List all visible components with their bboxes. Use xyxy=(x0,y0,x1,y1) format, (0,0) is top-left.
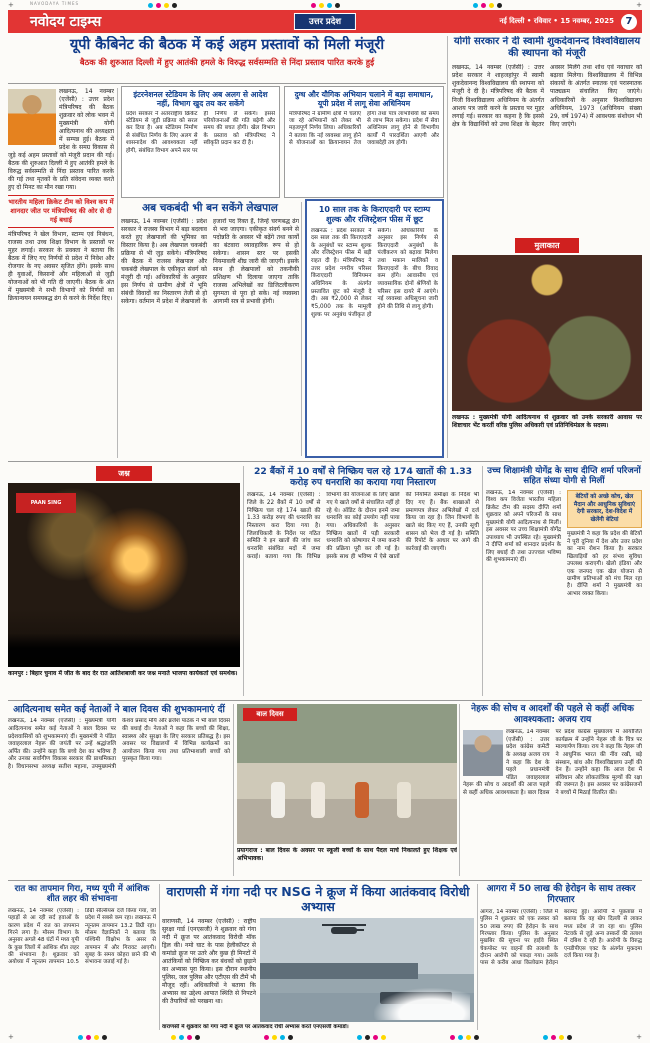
mulakat-caption: लखनऊ : मुख्यमंत्री योगी आदित्यनाथ से शुक्रवार को उनके सरकारी आवास पर शिष्टाचार भेंट करतीं वरिष्ठ पुलिस अधिकारी एवं प्रतिनिधिमंडल के सदस्य। xyxy=(452,414,642,429)
mulakat-photo-box xyxy=(452,238,642,442)
mulakat-photo xyxy=(452,255,642,411)
cmyk-dots xyxy=(357,1035,386,1040)
temperature-headline: रात का तापमान गिरा, मध्य यूपी में आंशिक शीत लहर की संभावना xyxy=(14,884,150,905)
children-day-photo xyxy=(237,704,457,844)
article-stadium xyxy=(121,86,280,198)
registration-marks-bottom xyxy=(0,1034,650,1041)
column-rule xyxy=(447,36,448,458)
article-banks xyxy=(247,466,479,688)
article-lekhpal xyxy=(121,202,299,456)
lead-body-text-2: मंत्रिपरिषद ने खेल विभाग, स्टाम्प एवं निबंधन, राजस्व तथा उच्च शिक्षा विभाग के प्रस्तावों पर मुहर लगाई। सरकार के प्रवक्ता ने बताया कि बैठक में लिए गए निर्णयों से प्रदेश में निवेश और रोजगार के नए अवसर सृजित होंगे। इसके साथ ही युवाओं, किसानों और महिलाओं से जुड़ी योजनाओं को भी गति दी जाएगी। बैठक के अंत में मुख्यमंत्री ने सभी विभागों को निर्णयों का क्रियान्वयन समयबद्ध ढंग से करने के निर्देश दिए। xyxy=(8,231,114,303)
stadium-body: प्रदेश सरकार ने अंतरराष्ट्रीय क्रिकेट स्टेडियम से जुड़ी प्रक्रिया को सरल कर दिया है। अब स्टेडियम निर्माण से संबंधित निर्णय के लिए अलग से शासनादेश की आवश्यकता नहीं होगी, संबंधित विभाग अपने स्तर पर ही निर्णय ले सकेंगे। इससे परियोजनाओं की गति बढ़ेगी और समय की बचत होगी। खेल विभाग के प्रस्ताव को मंत्रिपरिषद ने स्वीकृति प्रदान कर दी है। xyxy=(126,110,275,154)
lekhpal-headline: अब चकबंदी भी बन सकेंगे लेखपाल xyxy=(142,202,278,214)
wishes-headline: आदित्यनाथ समेत कई नेताओं ने बाल दिवस की शुभकामनाएं दीं xyxy=(13,704,225,715)
stamp-body: लखनऊ : प्रदेश सरकार ने दस साल तक की किराएदारी के अनुबंधों पर स्टाम्प शुल्क और रजिस्ट्रेशन फीस में बड़ी राहत दी है। मंत्रिपरिषद ने उत्तर प्रदेश नगरीय परिसर किराएदारी विनियमन अधिनियम के अंतर्गत प्रस्तावित छूट को मंजूरी दे दी। अब ₹2,000 से लेकर ₹5,000 तक के मामूली शुल्क पर अनुबंध पंजीकृत हो सकेंगे। अधिकारियों के अनुसार इस निर्णय से किराएदारी अनुबंधों के पंजीकरण को बढ़ावा मिलेगा तथा मकान मालिकों व किराएदारों के बीच विवाद कम होंगे। आवासीय एवं व्यावसायिक दोनों श्रेणियों के परिसर इस दायरे में आएंगे। नई व्यवस्था अधिसूचना जारी होने की तिथि से लागू होगी। xyxy=(311,227,438,318)
agra-headline: आगरा में 50 लाख की हेरोइन के साथ तस्कर गिरफ्तार xyxy=(486,884,636,905)
doon-headline: दुग्ध और यौगिक अभियान चलाने में बड़ा समाधान, यूपी प्रदेश में लागू सेवा अधिनियम xyxy=(294,90,434,109)
cmyk-dots xyxy=(148,3,177,8)
agra-body: आगरा, 14 नवम्बर (एजेंसी) : जिले में पुलिस ने शुक्रवार को एक तस्कर को 50 लाख रुपए की हेरोइन के साथ गिरफ्तार किया। पुलिस के अनुसार मुखबिर की सूचना पर हाईवे स्थित चेकपोस्ट पर वाहनों की तलाशी के दौरान आरोपी को पकड़ा गया। उसके पास से करीब आधा किलोग्राम हेरोइन बरामद हुई। आरोपी ने पूछताछ में बताया कि वह खेप दिल्ली से लाकर मध्य प्रदेश ले जा रहा था। पुलिस नेटवर्क से जुड़े अन्य तस्करों की तलाश में दबिश दे रही है। आरोपी के विरुद्ध एनडीपीएस एक्ट के अंतर्गत मुकदमा दर्ज किया गया है। xyxy=(480,908,642,967)
column-rule xyxy=(482,466,483,696)
column-rule xyxy=(459,704,460,876)
temperature-body: लखनऊ, 14 नवम्बर (एजेंसी) : पहाड़ों से आ रही सर्द हवाओं के कारण प्रदेश में रात का तापमान गिरने लगा है। मौसम विभाग के अनुसार अगले 48 घंटों में मध्य यूपी के कुछ जिलों में आंशिक शीत लहर की संभावना है। शुक्रवार को अयोध्या में न्यूनतम तापमान 10.5 डिग्री सेल्सियस दर्ज किया गया, जो प्रदेश में सबसे कम रहा। लखनऊ में न्यूनतम तापमान 13.2 डिग्री रहा। मौसम वैज्ञानिकों ने बताया कि पश्चिमी विक्षोभ के असर से तापमान में और गिरावट आएगी। सुबह के समय कोहरा छाने की भी संभावना जताई गई है। xyxy=(8,907,156,966)
cmyk-dots xyxy=(264,1035,293,1040)
stamp-headline: 10 साल तक के किराएदारी पर स्टाम्प शुल्क और रजिस्ट्रेशन फीस में छूट xyxy=(318,205,431,224)
lead-body-text-1: लखनऊ, 14 नवम्बर (एजेंसी) : उत्तर प्रदेश मंत्रिपरिषद की बैठक शुक्रवार को लोक भवन में मुख्यमंत्री योगी आदित्यनाथ की अध्यक्षता में सम्पन्न हुई। बैठक में प्रदेश के समग्र विकास से जुड़े कई अहम प्रस्तावों को मंजूरी प्रदान की गई। बैठक की शुरुआत दिल्ली में हुए आतंकी हमले के विरुद्ध सर्वसम्मति से निंदा प्रस्ताव पारित करके की गई तथा मृतकों के प्रति संवेदना व्यक्त करते हुए दो मिनट का मौन रखा गया। xyxy=(8,88,114,192)
masthead xyxy=(8,10,642,33)
article-baldiwas-wishes xyxy=(8,704,230,860)
lead-article-body xyxy=(8,88,114,458)
university-headline: योगी सरकार ने दी स्वामी शुकदेवानन्द विश्वविद्यालय की स्थापना को मंजूरी xyxy=(453,36,641,60)
banks-headline: 22 बैंकों में 10 वर्षों से निष्क्रिय चल रहे 174 खातों की 1.33 करोड़ रुप धनराशि का कराया गया निस्तारण xyxy=(253,466,473,489)
cmyk-dots xyxy=(171,1035,200,1040)
dateline: नई दिल्ली • रविवार • 15 नवम्बर, 2025 xyxy=(499,17,614,25)
shop-sign: PAAN SING xyxy=(16,493,76,513)
column-rule xyxy=(243,466,244,696)
helicopter-silhouette xyxy=(331,927,357,934)
photo-figure xyxy=(355,782,369,818)
photo-figure xyxy=(397,782,411,818)
lead-subheadline: बैठक की शुरुआत दिल्ली में हुए आतंकी हमले के विरुद्ध सर्वसम्मति से निंदा प्रस्ताव पारित करके हुई xyxy=(79,57,375,68)
photo-figure xyxy=(271,782,285,818)
nehru-body-text: लखनऊ, 14 नवम्बर (एजेंसी) : उत्तर प्रदेश कांग्रेस कमेटी के अध्यक्ष अजय राय ने कहा कि देश के पहले प्रधानमंत्री पंडित जवाहरलाल नेहरू की सोच व आदर्शों की आज पहले से कहीं अधिक आवश्यकता है। बाल दिवस पर प्रदेश कांग्रेस मुख्यालय में आयोजित कार्यक्रम में उन्होंने नेहरू जी के चित्र पर माल्यार्पण किया। राय ने कहा कि नेहरू जी ने आधुनिक भारत की नींव रखी, बड़े संस्थान, बांध और विश्वविद्यालय उन्हीं की देन हैं। उन्होंने कहा कि आज देश में संविधान और लोकतांत्रिक मूल्यों की रक्षा की जरूरत है। इस अवसर पर कांग्रेसजनों ने बच्चों में मिठाई वितरित की। xyxy=(463,728,642,797)
masthead-small-label: NAVODAYA TIMES xyxy=(30,1,80,6)
crop-mark: + xyxy=(8,1033,14,1041)
article-university xyxy=(452,36,642,236)
cmyk-dots xyxy=(473,3,502,8)
section-divider xyxy=(8,700,642,701)
minister-body-text-1: लखनऊ, 14 नवम्बर (एजेंसी) : विश्व कप विजेता भारतीय महिला क्रिकेट टीम की सदस्य दीप्ति शर्मा शुक्रवार को अपने परिजनों के साथ मुख्यमंत्री योगी आदित्यनाथ से मिलीं। इस अवसर पर उच्च शिक्षामंत्री योगेंद्र उपाध्याय भी उपस्थित रहे। मुख्यमंत्री ने दीप्ति शर्मा को शानदार प्रदर्शन के लिए बधाई दी तथा उज्ज्वल भविष्य की शुभकामनाएं दीं। xyxy=(486,489,561,564)
nsg-headline: वाराणसी में गंगा नदी पर NSG ने क्रूज में किया आतंकवाद विरोधी अभ्यास xyxy=(166,884,470,915)
article-agra xyxy=(480,884,642,1025)
baldiwas-caption: प्रयागराज : बाल दिवस के अवसर पर स्कूली बच्चों के साथ पैदल मार्च निकालते हुए शिक्षक एवं अभिभावक। xyxy=(237,847,457,862)
nsg-drill-photo xyxy=(260,918,474,1022)
nsg-caption: वाराणसी में शुक्रवार को गंगा नदी में क्रूज पर आतंकवाद रोधी अभ्यास करते एनएसजी कमांडो। xyxy=(162,1023,349,1030)
article-nehru xyxy=(463,704,642,857)
building-silhouette xyxy=(260,963,418,979)
stadium-headline: इंटरनेशनल स्टेडियम के लिए अब अलग से आदेश नहीं, विभाग खुद तय कर सकेंगे xyxy=(133,90,268,109)
column-rule xyxy=(301,202,302,456)
column-rule xyxy=(117,88,118,458)
page-number-badge: 7 xyxy=(621,14,637,30)
banks-body: लखनऊ, 14 नवम्बर (एजेंसी) : जिले के 22 बैंकों में 10 वर्षों से निष्क्रिय चल रहे 174 खातों की 1.33 करोड़ रुपए की धनराशि का निस्तारण करा दिया गया है। जिलाधिकारी के निर्देश पर गठित समिति ने इन खातों की जांच कर धनराशि संबंधित मदों में जमा कराई। बताया गया कि विभिन्न विभागों की योजनाओं के लिए खोले गए ये खाते वर्षों से संचालित नहीं हो रहे थे। ऑडिट के दौरान इनमें जमा धनराशि का कोई उपयोग नहीं पाया गया। अधिकारियों के अनुसार निष्क्रिय खातों में पड़ी सरकारी धनराशि को कोषागार में जमा कराने की प्रक्रिया पूरी कर ली गई है। इसके साथ ही भविष्य में ऐसे खातों की नियमित समीक्षा के निर्देश भी दिए गए हैं। बैंक शाखाओं से प्रमाणपत्र लेकर अभिलेखों में दर्ज किया जा रहा है। जिन विभागों के खाते बंद किए गए हैं, उनकी सूची शासन को भेज दी गई है। समिति की रिपोर्ट के आधार पर आगे की कार्रवाई की जाएगी। xyxy=(247,492,479,560)
article-nsg-drill xyxy=(162,884,474,1031)
article-temperature xyxy=(8,884,156,1016)
cm-yogi-photo xyxy=(8,89,56,145)
edition-badge: उत्तर प्रदेश xyxy=(294,13,356,30)
doon-body: मंत्रिपरिषद ने ग्रामीण क्षेत्रों में चलाए जा रहे अभियानों को लेकर भी महत्वपूर्ण निर्णय लिया। अधिकारियों ने बताया कि नई व्यवस्था लागू होने से योजनाओं का क्रियान्वयन तेज होगा तथा पात्र लाभार्थियों को समय से लाभ मिल सकेगा। प्रदेश में सेवा अधिनियम लागू होने से विभागीय कार्यों में पारदर्शिता आएगी और जवाबदेही तय होगी। xyxy=(289,110,439,147)
lead-article-header xyxy=(8,36,446,82)
minister-headline: उच्च शिक्षामंत्री योगेंद्र के साथ दीप्ति शर्मा परिजनों सहित संध्या योगी से मिलीं xyxy=(487,466,641,487)
divider xyxy=(8,83,446,84)
section-divider xyxy=(8,880,642,881)
crop-mark: + xyxy=(636,1033,642,1041)
crop-mark: + xyxy=(636,1,642,9)
water-spray xyxy=(374,988,470,1020)
nehru-headline: नेहरू की सोच व आदर्शों की पहले से कहीं अधिक आवश्यकता: अजय राय xyxy=(471,704,634,725)
minister-body-text-2: मुख्यमंत्री ने कहा कि प्रदेश की बेटियों ने पूरी दुनिया में देश और उत्तर प्रदेश का नाम रोशन किया है। सरकार खिलाड़ियों को हर संभव सुविधा उपलब्ध कराएगी। खेलो इंडिया और एक जनपद एक खेल योजना से ग्रामीण प्रतिभाओं को मंच मिल रहा है। दीप्ति शर्मा ने मुख्यमंत्री का आभार व्यक्त किया। xyxy=(567,531,642,597)
nsg-body: वाराणसी, 14 नवम्बर (एजेंसी) : राष्ट्रीय सुरक्षा गार्ड (एनएसजी) ने शुक्रवार को गंगा नदी में क्रूज पर आतंकवाद विरोधी मॉक ड्रिल की। नमो घाट के पास हेलीकॉप्टर से कमांडो क्रूज पर उतरे और कुछ ही मिनटों में आतंकियों को निष्क्रिय कर बंधकों को छुड़ाने का अभ्यास पूरा किया। इस दौरान स्थानीय पुलिस, जल पुलिस और एटीएस की टीमें भी मौजूद रहीं। अधिकारियों ने बताया कि अभ्यास का उद्देश्य आपात स्थिति से निपटने की तैयारियों को परखना था। xyxy=(162,917,256,1005)
registration-marks-top xyxy=(0,2,650,9)
column-rule xyxy=(159,884,160,1030)
cmyk-dots xyxy=(543,1035,572,1040)
cmyk-dots xyxy=(311,3,340,8)
jashn-caption: कानपुर : बिहार चुनाव में जीत के बाद देर रात आतिशबाजी कर जश्न मनाते भाजपा कार्यकर्ता एवं समर्थक। xyxy=(8,670,238,677)
section-divider xyxy=(8,461,642,462)
jashn-label: जश्न xyxy=(96,466,152,481)
university-body: लखनऊ, 14 नवम्बर (एजेंसी) : उत्तर प्रदेश सरकार ने शाहजहांपुर में स्वामी शुकदेवानन्द विश्वविद्यालय की स्थापना को मंजूरी दे दी है। मंत्रिपरिषद की बैठक में निजी विश्वविद्यालय अधिनियम के अंतर्गत आशय पत्र जारी करने के प्रस्ताव पर मुहर लगाई गई। सरकार का कहना है कि इससे क्षेत्र के विद्यार्थियों को उच्च शिक्षा के बेहतर अवसर मिलेंगे तथा शोध एवं नवाचार को बढ़ावा मिलेगा। विश्वविद्यालय में विभिन्न संकायों के अंतर्गत स्नातक एवं परास्नातक पाठ्यक्रम संचालित किए जाएंगे। अधिकारियों के अनुसार विश्वविद्यालय अधिनियम, 1973 (अधिनियम संख्या 29, वर्ष 1974) में आवश्यक संशोधन भी किए जाएंगे। xyxy=(452,64,642,128)
jashn-photo-box xyxy=(8,466,240,692)
lead-headline: यूपी कैबिनेट की बैठक में कई अहम प्रस्तावों को मिली मंजूरी xyxy=(69,37,385,53)
article-stamp-duty xyxy=(305,199,444,458)
newspaper-title: नवोदय टाइम्स xyxy=(30,14,102,30)
wishes-body: लखनऊ, 14 नवम्बर (एजेंसी) : मुख्यमंत्री योगी आदित्यनाथ समेत कई नेताओं ने बाल दिवस पर प्रदेशवासियों को शुभकामनाएं दीं। मुख्यमंत्री ने पंडित जवाहरलाल नेहरू की जयंती पर उन्हें श्रद्धांजलि अर्पित की। उन्होंने कहा कि बच्चे देश का भविष्य हैं और उनका सर्वांगीण विकास सरकार की प्राथमिकता है। विधानसभा अध्यक्ष सतीश महाना, उपमुख्यमंत्री केशव प्रसाद मौर्य और ब्रजेश पाठक ने भी बाल दिवस की बधाई दी। नेताओं ने कहा कि बच्चों की शिक्षा, स्वास्थ्य और सुरक्षा के लिए सरकार प्रतिबद्ध है। इस अवसर पर विद्यालयों में विभिन्न कार्यक्रमों का आयोजन किया गया तथा प्रतिभाशाली बच्चों को पुरस्कृत किया गया। xyxy=(8,718,230,771)
column-rule xyxy=(477,884,478,1030)
mulakat-label: मुलाकात xyxy=(515,238,579,253)
celebration-photo xyxy=(8,483,240,667)
column-rule xyxy=(233,704,234,876)
crop-mark: + xyxy=(8,1,14,9)
article-doon xyxy=(284,86,444,198)
minister-highlight: बेटियों को अच्छे कोच, खेल मैदान और आधुनिक सुविधाएं देगी सरकार, देश-विदेश में खेलेंगी बेटियां xyxy=(567,490,642,528)
nehru-event-photo xyxy=(463,730,503,776)
article-minister xyxy=(486,466,642,682)
baldiwas-photo-box xyxy=(237,704,457,869)
cmyk-dots xyxy=(78,1035,107,1040)
cmyk-dots xyxy=(450,1035,479,1040)
lekhpal-body: लखनऊ, 14 नवम्बर (एजेंसी) : प्रदेश सरकार ने राजस्व विभाग में बड़ा बदलाव करते हुए लेखपालों की भूमिका का विस्तार किया है। अब लेखपाल चकबंदी प्रक्रिया से भी जुड़ सकेंगे। मंत्रिपरिषद की बैठक में राजस्व लेखपाल और चकबंदी लेखपाल के एकीकृत संवर्ग को मंजूरी दी गई। अधिकारियों के अनुसार इस निर्णय से ग्रामीण क्षेत्रों में भूमि संबंधी विवादों का निस्तारण तेजी से हो सकेगा। वर्तमान में प्रदेश में लेखपालों के हजारों पद रिक्त हैं, जिन्हें चरणबद्ध ढंग से भरा जाएगा। एकीकृत संवर्ग बनने से पदोन्नति के अवसर भी बढ़ेंगे तथा कार्यों का बंटवारा व्यावहारिक रूप से हो सकेगा। शासन स्तर पर इसकी नियमावली शीघ्र जारी की जाएगी। इसके साथ ही लेखपालों को तकनीकी प्रशिक्षण भी दिलाया जाएगा ताकि राजस्व अभिलेखों का डिजिटलीकरण सुगमता से पूरा हो सके। नई व्यवस्था आगामी सत्र से प्रभावी होगी। xyxy=(121,217,299,306)
photo-figure xyxy=(311,782,325,818)
crowd-silhouette xyxy=(8,633,240,667)
lead-highlight: भारतीय महिला क्रिकेट टीम को विश्व कप में शानदार जीत पर मंत्रिपरिषद की ओर से दी गई बधाई xyxy=(8,195,114,228)
baldiwas-label: बाल दिवस xyxy=(243,708,297,721)
